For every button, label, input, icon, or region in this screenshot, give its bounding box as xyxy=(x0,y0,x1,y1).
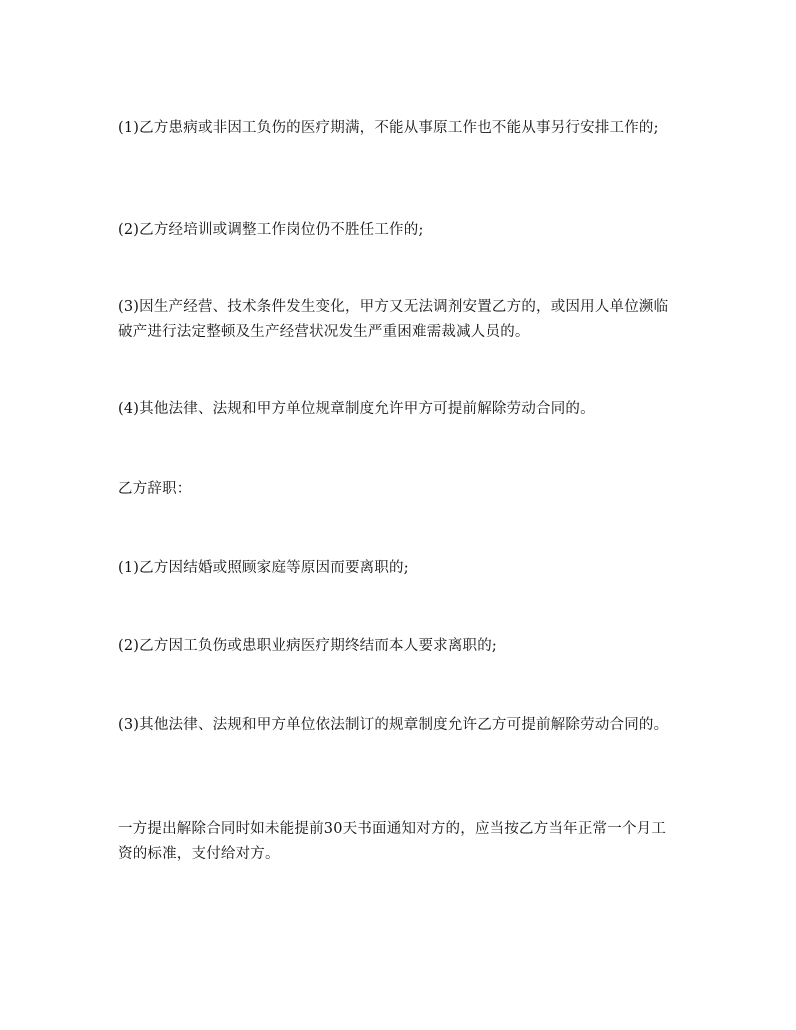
paragraph-dismissal-other: (4)其他法律、法规和甲方单位规章制度允许甲方可提前解除劳动合同的。 xyxy=(118,401,595,417)
paragraph-dismissal-medical: (1)乙方患病或非因工负伤的医疗期满，不能从事原工作也不能从事另行安排工作的; xyxy=(118,120,659,136)
paragraph-resignation-other: (3)其他法律、法规和甲方单位依法制订的规章制度允许乙方可提前解除劳动合同的。 xyxy=(118,717,669,733)
section-heading-resignation: 乙方辞职： xyxy=(118,481,192,497)
paragraph-dismissal-incompetence: (2)乙方经培训或调整工作岗位仍不胜任工作的; xyxy=(118,222,424,238)
paragraph-dismissal-economic: (3)因生产经营、技术条件发生变化，甲方又无法调剂安置乙方的，或因用人单位濒临破产进行法定整顿及生产经营状况发生严重困难需裁减人员的。 xyxy=(118,299,669,340)
paragraph-notice-compensation: 一方提出解除合同时如未能提前30天书面通知对方的，应当按乙方当年正常一个月工资的标准，支付给对方。 xyxy=(118,821,667,862)
paragraph-resignation-family: (1)乙方因结婚或照顾家庭等原因而要离职的; xyxy=(118,560,409,576)
paragraph-resignation-injury: (2)乙方因工负伤或患职业病医疗期终结而本人要求离职的; xyxy=(118,638,498,654)
